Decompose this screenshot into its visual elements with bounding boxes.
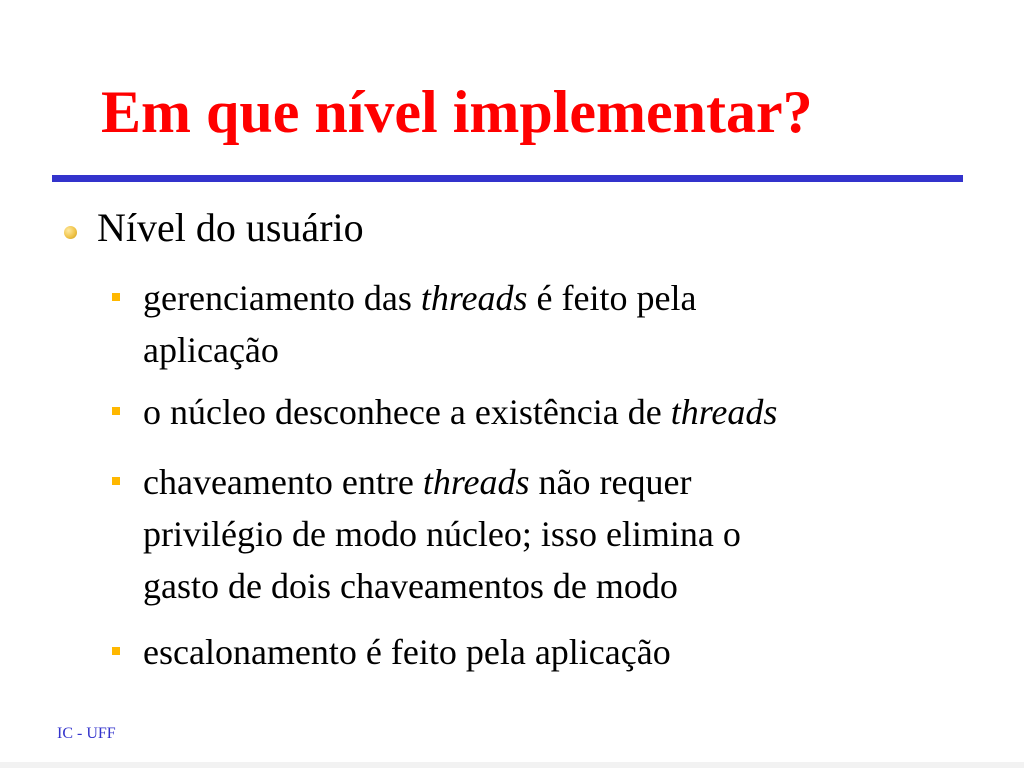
- sub-bullet-text: [143, 272, 696, 376]
- bottom-edge: [0, 762, 1024, 768]
- text-line: privilégio de modo núcleo; isso elimina o: [143, 514, 741, 554]
- emphasis-threads: threads: [420, 278, 528, 318]
- square-bullet-icon: [112, 407, 120, 415]
- square-bullet-icon: [112, 647, 120, 655]
- sub-bullet-text: [143, 456, 741, 612]
- square-bullet-icon: [112, 293, 120, 301]
- footer-label: IC - UFF: [57, 725, 116, 742]
- emphasis-threads: threads: [670, 392, 778, 432]
- slide-title: Em que nível implementar?: [101, 79, 813, 145]
- text-line: o núcleo desconhece a existência de threads: [143, 392, 778, 432]
- emphasis-threads: threads: [422, 462, 530, 502]
- sub-bullet-text: [143, 386, 777, 438]
- text-line: gasto de dois chaveamentos de modo: [143, 566, 678, 606]
- text-line: escalonamento é feito pela aplicação: [143, 632, 671, 672]
- bullet-level-1-text: Nível do usuário: [97, 205, 364, 250]
- text-line: aplicação: [143, 330, 279, 370]
- text-line: gerenciamento das threads é feito pela: [143, 278, 697, 318]
- square-bullet-icon: [112, 477, 120, 485]
- text-line: chaveamento entre threads não requer: [143, 462, 692, 502]
- round-bullet-icon: [64, 226, 77, 239]
- title-divider: [52, 175, 963, 182]
- sub-bullet-text: [143, 626, 671, 678]
